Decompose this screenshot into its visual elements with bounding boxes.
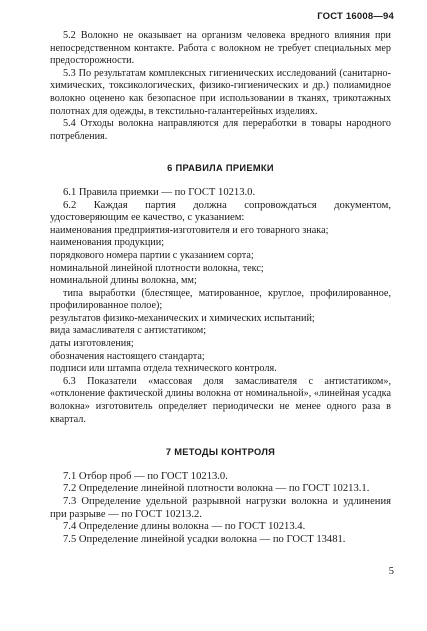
section-7-title: 7 МЕТОДЫ КОНТРОЛЯ: [165, 447, 276, 458]
list-item-type: типа выработки (блестящее, матированное, круглое, профилированное, профилированное полое);: [50, 287, 391, 312]
paragraph-7-1: 7.1 Отбор проб — по ГОСТ 10213.0.: [63, 470, 228, 482]
list-item: вида замасливателя с антистатиком;: [50, 325, 207, 337]
paragraph-7-4: 7.4 Определение длины волокна — по ГОСТ 10213.4.: [63, 521, 306, 533]
list-item: обозначения настоящего стандарта;: [50, 350, 205, 362]
page-body: [50, 30, 391, 546]
section-6-title: 6 ПРАВИЛА ПРИЕМКИ: [167, 163, 274, 174]
paragraph-7-2: 7.2 Определение линейной плотности волокна — по ГОСТ 10213.1.: [63, 483, 370, 495]
paragraph-6-2: 6.2 Каждая партия должна сопровождаться документом, удостоверяющим ее качество, с указанием:: [50, 199, 391, 224]
paragraph-5-2: 5.2 Волокно не оказывает на организм человека вредного влияния при непосредственном контакте. Работа с волокном не требует специальных мер предосторожности.: [50, 30, 391, 67]
paragraph-7-5: 7.5 Определение линейной усадки волокна — по ГОСТ 13481.: [63, 533, 346, 545]
list-item: номинальной длины волокна, мм;: [50, 275, 197, 287]
paragraph-7-3: 7.3 Определение удельной разрывной нагрузки волокна и удлинения при разрыве — по ГОСТ 10213.2.: [50, 496, 391, 520]
list-item: подписи или штампа отдела технического контроля.: [50, 363, 277, 375]
list-item: наименования продукции;: [50, 237, 165, 249]
list-item: результатов физико-механических и химических испытаний;: [50, 312, 315, 324]
paragraph-5-3: 5.3 По результатам комплексных гигиенических исследований (санитарно-химических, токсикологических, физико-гигиенических и др.) полиамидное волокно оценено как безопасное при использовании в тканях, трикотажных полотнах для одежды, в текстильно-галантерейных изделиях.: [50, 67, 391, 117]
paragraph-6-3: 6.3 Показатели «массовая доля замасливателя с антистатиком», «отклонение фактической длины волокна от номинальной», «линейная усадка волокна» изготовитель определяет периодически не менее одного раза в квартал.: [50, 375, 391, 425]
list-item: наименования предприятия-изготовителя и его товарного знака;: [50, 224, 329, 236]
list-item: порядкового номера партии с указанием сорта;: [50, 249, 254, 261]
document-code-header: ГОСТ 16008—94: [317, 11, 394, 22]
list-item: номинальной линейной плотности волокна, текс;: [50, 262, 264, 274]
paragraph-6-1: 6.1 Правила приемки — по ГОСТ 10213.0.: [63, 186, 256, 198]
list-item: даты изготовления;: [50, 338, 134, 350]
page-number: 5: [388, 566, 394, 577]
paragraph-5-4: 5.4 Отходы волокна направляются для переработки в товары народного потребления.: [50, 118, 391, 142]
